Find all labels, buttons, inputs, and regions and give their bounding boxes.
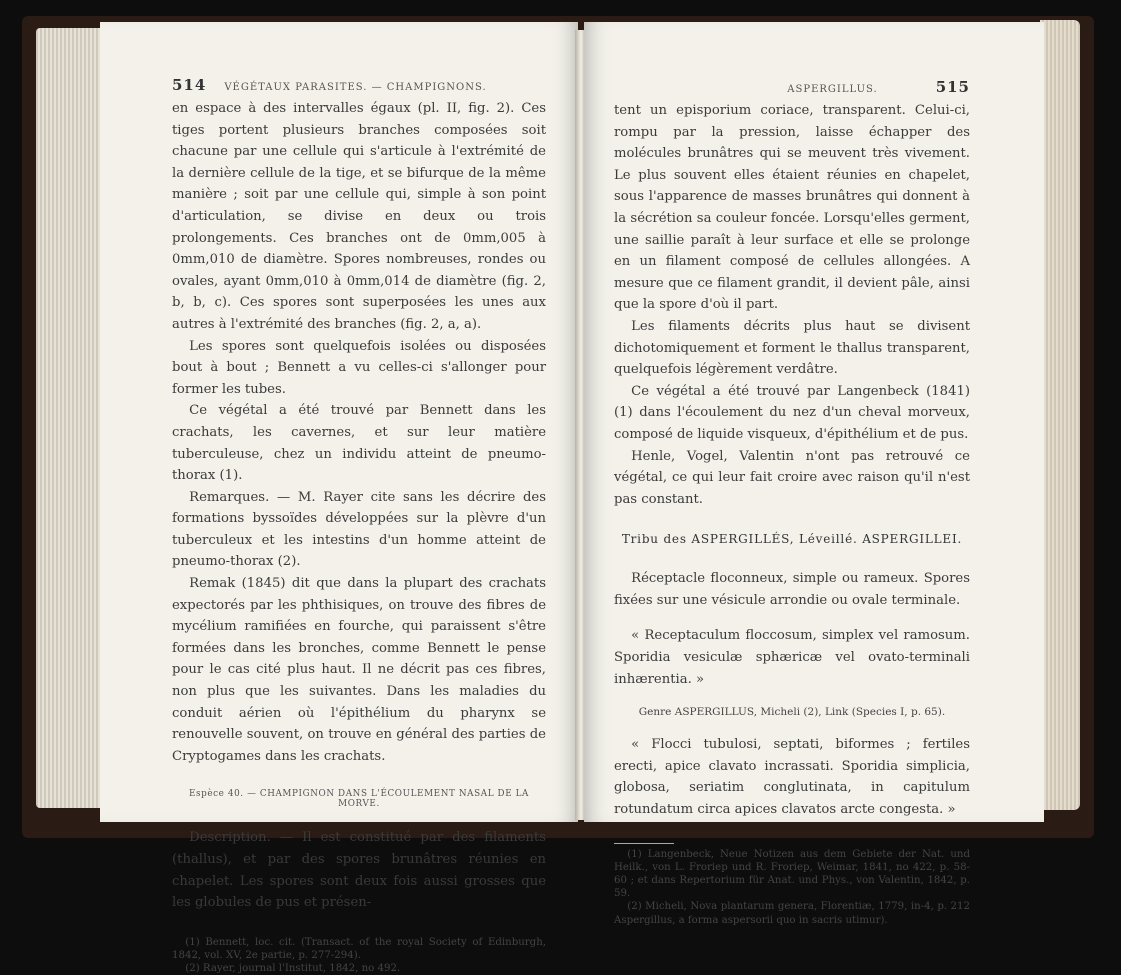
footnote: (1) Langenbeck, Neue Notizen aus dem Gebiete der Nat. und Heilk., von L. Froriep und R. Froriep, Weimar, 1841, no 422, p. 58-60 ; et dans Repertorium für Anat. und Phys., von Valentin, 1842, p. 59. — [614, 848, 970, 900]
footnotes-left — [172, 936, 546, 975]
running-head-right — [614, 78, 970, 100]
footnote-rule — [614, 843, 674, 844]
paragraph: Réceptacle floconneux, simple ou rameux. Spores fixées sur une vésicule arrondie ou ovale terminale. — [614, 571, 970, 608]
running-head-left — [172, 76, 546, 98]
running-title: ASPERGILLUS. — [787, 84, 878, 95]
paragraph: Ce végétal a été trouvé par Langenbeck (1841) (1) dans l'écoulement du nez d'un cheval morveux, composé de liquide visqueux, d'épithélium et de pus. — [614, 383, 970, 442]
footnote: (2) Rayer, journal l'Institut, 1842, no 492. — [185, 963, 401, 975]
description-paragraph: Description. — Il est constitué par des filaments (thallus), et par des spores brunâtres réunies en chapelet. Les spores sont deux fois aussi grosses que les globules de pus et présen- — [172, 830, 546, 911]
tribe-heading: Tribu des ASPERGILLÉS, Léveillé. ASPERGILLEI. — [621, 532, 963, 547]
paragraph: Henle, Vogel, Valentin n'ont pas retrouvé ce végétal, ce qui leur fait croire avec raison qu'il n'est pas constant. — [614, 448, 970, 507]
paragraph: Remak (1845) dit que dans la plupart des crachats expectorés par les phthisiques, on trouve des fibres de mycélium ramifiées en fourche, qui paraissent s'être formées dans les bronches, comme Bennett le pense pour le cas cité plus haut. Il ne décrit pas ces fibres, non plus que les suivantes. Dans les maladies du conduit aérien où l'épithélium du pharynx se renouvelle souvent, on trouve en général des parties de Cryptogames dans les crachats. — [172, 576, 546, 764]
paragraph: en espace à des intervalles égaux (pl. II, fig. 2). Ces tiges portent plusieurs branches composées soit chacune par une cellule qui s'articule à l'extrémité de la dernière cellule de la tige, et se bifurque de la même manière ; soit par une cellule qui, simple à son point d'articulation, se divise en deux ou trois prolongements. Ces branches ont de 0mm,005 à 0mm,010 de diamètre. Spores nombreuses, rondes ou ovales, ayant 0mm,010 à 0mm,014 de diamètre (fig. 2, b, b, c). Ces spores sont superposées les unes aux autres à l'extrémité des branches (fig. 2, a, a). — [172, 101, 546, 332]
species-heading: Espèce 40. — CHAMPIGNON DANS L'ÉCOULEMENT NASAL DE LA MORVE. — [188, 789, 530, 810]
paragraph: Les spores sont quelquefois isolées ou disposées bout à bout ; Bennett a vu celles-ci s'allonger pour former les tubes. — [172, 338, 546, 397]
footnote: (1) Bennett, loc. cit. (Transact. of the royal Society of Edinburgh, 1842, vol. XV, 2e partie, p. 277-294). — [172, 936, 546, 961]
paragraph: Les filaments décrits plus haut se divisent dichotomiquement et forment le thallus transparent, quelquefois légèrement verdâtre. — [614, 318, 970, 378]
right-body — [614, 100, 970, 821]
left-body — [172, 98, 546, 914]
footnotes-right — [614, 843, 970, 927]
page-number: 514 — [172, 76, 207, 94]
left-page — [100, 22, 578, 975]
genus-heading: Genre ASPERGILLUS, Micheli (2), Link (Species I, p. 65). — [638, 706, 946, 719]
page-edges-left — [36, 28, 106, 808]
paragraph: tent un episporium coriace, transparent. Celui-ci, rompu par la pression, laisse échapper des molécules brunâtres qui se meuvent très vivement. Le plus souvent elles étaient réunies en chapelet, sous l'apparence de masses brunâtres qui donnent à la sécrétion sa couleur foncée. Lorsqu'elles germent, une saillie paraît à leur surface et elle se prolonge en un filament composé de cellules allongées. A mesure que ce filament grandit, il devient pâle, ainsi que la spore d'où il part. — [614, 103, 970, 313]
paragraph: Remarques. — M. Rayer cite sans les décrire des formations byssoïdes développées sur la plèvre d'un tuberculeux et les intestins d'un homme atteint de pneumo-thorax (2). — [172, 489, 546, 570]
page-number: 515 — [935, 78, 970, 96]
latin-paragraph: « Flocci tubulosi, septati, biformes ; fertiles erecti, apice clavato incrassati. Sporidia simplicia, globosa, seriatim conglutinata, in capitulum rotundatum circa apices clavatos arcte congesta. » — [614, 737, 970, 818]
right-page — [584, 22, 1044, 926]
paragraph: Ce végétal a été trouvé par Bennett dans les crachats, les cavernes, et sur leur matière tuberculeuse, chez un individu atteint de pneumo-thorax (1). — [172, 403, 546, 484]
page-edges-right — [1040, 20, 1080, 810]
footnote: (2) Micheli, Nova plantarum genera, Florentiæ, 1779, in-4, p. 212 Aspergillus, a forma aspersorii quo in sacris utimur). — [614, 901, 970, 926]
latin-paragraph: « Receptaculum floccosum, simplex vel ramosum. Sporidia vesiculæ sphæricæ vel ovato-terminali inhærentia. » — [614, 628, 970, 687]
running-title: VÉGÉTAUX PARASITES. — CHAMPIGNONS. — [224, 82, 487, 93]
